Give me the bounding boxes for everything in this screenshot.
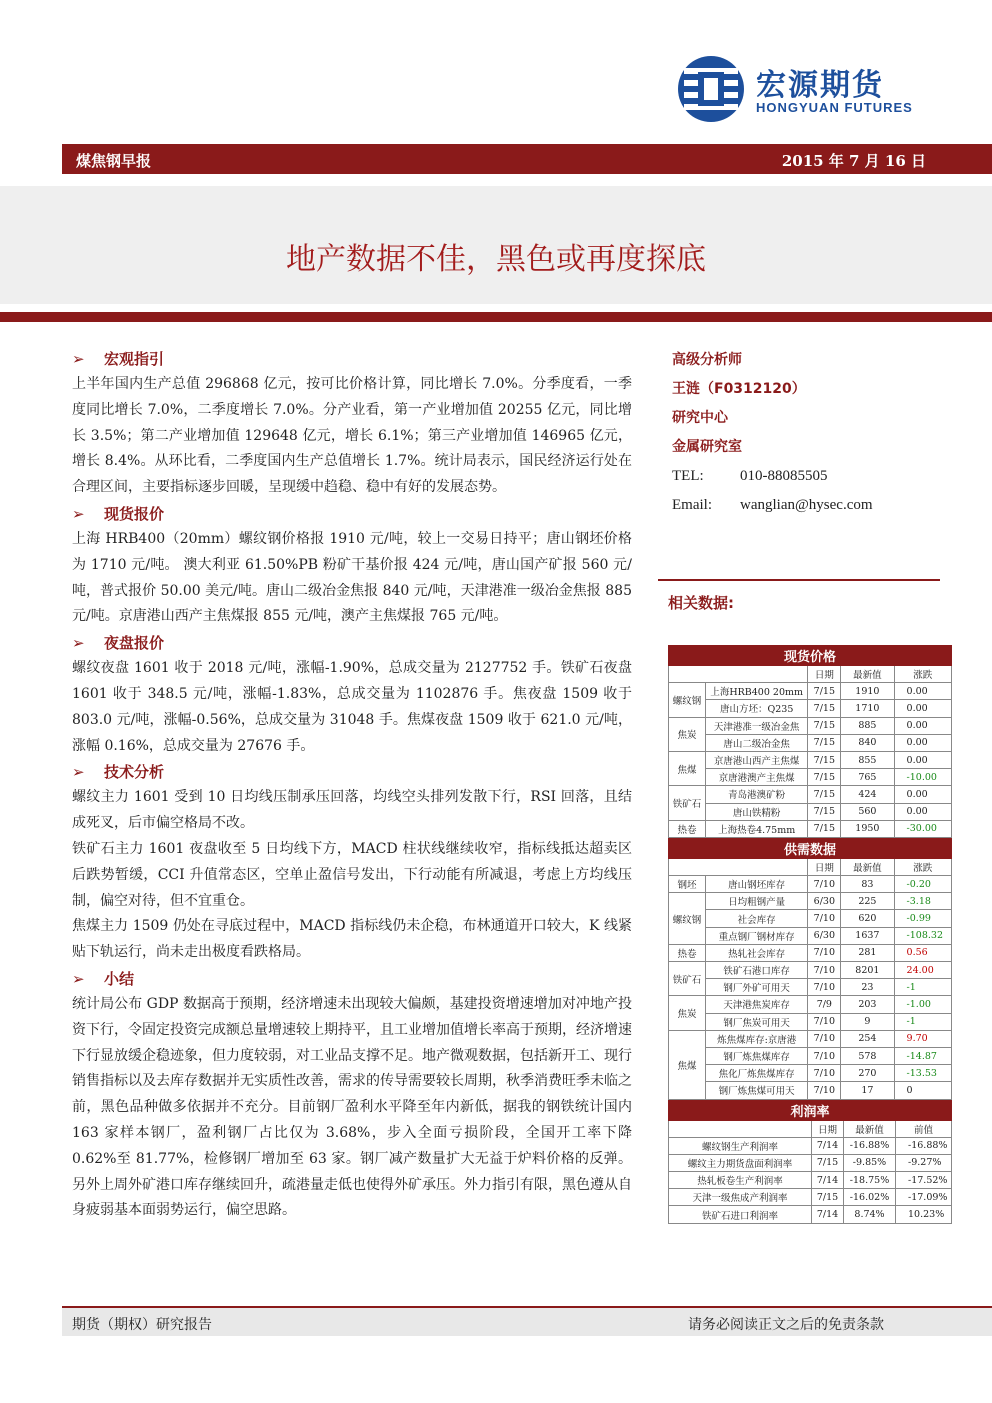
report-date: 2015 年 7 月 16 日	[781, 152, 926, 170]
table-value-cell: -9.85%	[844, 1154, 896, 1171]
table-value-cell: 0.00	[894, 786, 951, 803]
table-row	[669, 820, 952, 837]
table-name-cell: 钢厂炼焦煤可用天	[705, 1082, 808, 1099]
table-name-cell: 唐山二级冶金焦	[705, 734, 808, 751]
table-value-cell: 0.00	[894, 717, 951, 734]
table-name-cell: 京唐港澳产主焦煤	[705, 769, 808, 786]
analyst-name: 王涟（F0312120）	[672, 381, 806, 397]
table-value-cell: 1637	[841, 927, 894, 944]
table-row	[669, 769, 952, 786]
table-value-cell: 7/10	[808, 910, 841, 927]
table-value-cell: 7/15	[808, 769, 841, 786]
table-name-cell: 热轧社会库存	[705, 944, 808, 961]
table-value-cell: 6/30	[808, 893, 841, 910]
table-row	[669, 786, 952, 803]
table-value-cell: 7/15	[808, 803, 841, 820]
table-header-row	[669, 858, 952, 875]
table-header-cell: 涨跌	[894, 666, 951, 683]
table-title: 现货价格	[669, 646, 952, 666]
table-value-cell: 254	[841, 1030, 894, 1047]
table-name-cell: 钢厂焦炭可用天	[705, 1013, 808, 1030]
section-paragraph: 螺纹夜盘 1601 收于 2018 元/吨，涨幅-1.90%，总成交量为 2127752 手。铁矿石夜盘 1601 收于 348.5 元/吨，涨幅-1.83%，总成交量为 1102876 手。焦夜盘 1509 收于 803.0 元/吨，涨幅-0.56%，总成交量为 31048 手。焦煤夜盘 1509 收于 621.0 元/吨，涨幅 0.16%，总成交量为 27676 手。	[72, 660, 632, 754]
table-row	[669, 1172, 952, 1189]
report-type: 煤焦钢早报	[76, 152, 152, 170]
table-value-cell: 7/10	[808, 1047, 841, 1064]
table-category-cell: 焦煤	[669, 1030, 706, 1099]
table-value-cell: -18.75%	[844, 1172, 896, 1189]
section-heading-spot: ➢ 现货报价	[72, 501, 632, 527]
table-value-cell: -0.99	[894, 910, 951, 927]
table-value-cell: 840	[841, 734, 894, 751]
table-value-cell: 7/15	[808, 683, 841, 700]
table-value-cell: 0	[894, 1082, 951, 1099]
table-header-cell: 日期	[808, 858, 841, 875]
table-value-cell: 7/10	[808, 962, 841, 979]
table-value-cell: 6/30	[808, 927, 841, 944]
table-value-cell: -10.00	[894, 769, 951, 786]
table-name-cell: 螺纹钢生产利润率	[669, 1137, 812, 1154]
table-value-cell: -3.18	[894, 893, 951, 910]
table-value-cell: 7/14	[812, 1206, 844, 1223]
table-value-cell: 1950	[841, 820, 894, 837]
main-content	[72, 346, 632, 1224]
table-value-cell: 7/14	[812, 1172, 844, 1189]
table-name-cell: 天津一级焦成产利润率	[669, 1189, 812, 1206]
section-heading-macro: ➢ 宏观指引	[72, 346, 632, 372]
table-value-cell: 765	[841, 769, 894, 786]
table-value-cell: -0.20	[894, 876, 951, 893]
table-value-cell: -16.02%	[844, 1189, 896, 1206]
table-row	[669, 717, 952, 734]
table-name-cell: 社会库存	[705, 910, 808, 927]
table-name-cell: 铁矿石港口库存	[705, 962, 808, 979]
table-row	[669, 876, 952, 893]
table-name-cell: 唐山方坯：Q235	[705, 700, 808, 717]
table-value-cell: 7/10	[808, 1065, 841, 1082]
table-header-blank	[669, 666, 808, 683]
table-value-cell: 7/10	[808, 1030, 841, 1047]
table-category-cell: 焦煤	[669, 751, 706, 785]
table-title: 供需数据	[669, 838, 952, 858]
related-data-label: 相关数据:	[668, 594, 734, 612]
table-value-cell: 7/10	[808, 944, 841, 961]
table-value-cell: -1	[894, 1013, 951, 1030]
table-header-blank	[669, 858, 808, 875]
table-value-cell: 225	[841, 893, 894, 910]
table-value-cell: 0.56	[894, 944, 951, 961]
table-value-cell: 7/14	[812, 1137, 844, 1154]
email-link[interactable]: wanglian@hysec.com	[740, 497, 873, 513]
table-row	[669, 734, 952, 751]
table-value-cell: 0.00	[894, 751, 951, 768]
table-category-cell: 钢坯	[669, 876, 706, 893]
table-name-cell: 京唐港山西产主焦煤	[705, 751, 808, 768]
table-row	[669, 1137, 952, 1154]
table-value-cell: 7/10	[808, 876, 841, 893]
table-category-cell: 铁矿石	[669, 786, 706, 820]
table-name-cell: 天津港焦炭库存	[705, 996, 808, 1013]
table-name-cell: 钢厂炼焦煤库存	[705, 1047, 808, 1064]
arrow-icon: ➢	[72, 504, 85, 523]
table-row	[669, 962, 952, 979]
table-row	[669, 1065, 952, 1082]
table-row	[669, 700, 952, 717]
table-row	[669, 803, 952, 820]
table-row	[669, 996, 952, 1013]
logo-mark-icon	[676, 54, 746, 124]
table-value-cell: -17.52%	[896, 1172, 952, 1189]
table-value-cell: 281	[841, 944, 894, 961]
arrow-icon: ➢	[72, 763, 85, 782]
table-row	[669, 910, 952, 927]
table-header-cell: 日期	[812, 1120, 844, 1137]
table-value-cell: -9.27%	[896, 1154, 952, 1171]
table-category-cell: 热卷	[669, 820, 706, 837]
table-row	[669, 1206, 952, 1223]
table-value-cell: 7/15	[808, 820, 841, 837]
table-name-cell: 上海HRB400 20mm	[705, 683, 808, 700]
table-title: 利润率	[669, 1100, 952, 1120]
table-value-cell: 7/9	[808, 996, 841, 1013]
table-name-cell: 天津港准一级冶金焦	[705, 717, 808, 734]
table-name-cell: 钢厂外矿可用天	[705, 979, 808, 996]
analyst-tel: TEL: 010-88085505	[672, 468, 828, 484]
table-name-cell: 炼焦煤库存:京唐港	[705, 1030, 808, 1047]
table-category-cell: 焦炭	[669, 717, 706, 751]
table-name-cell: 青岛港澳矿粉	[705, 786, 808, 803]
section-heading-night: ➢ 夜盘报价	[72, 630, 632, 656]
table-category-cell: 热卷	[669, 944, 706, 961]
table-header-cell: 最新值	[841, 666, 894, 683]
report-title: 地产数据不佳，黑色或再度探底	[286, 242, 706, 277]
section-heading-technical: ➢ 技术分析	[72, 759, 632, 785]
footer-disclaimer: 请务必阅读正文之后的免责条款	[688, 1317, 884, 1333]
table-value-cell: 7/15	[808, 700, 841, 717]
table-value-cell: 885	[841, 717, 894, 734]
table-value-cell: 8201	[841, 962, 894, 979]
table-row	[669, 1030, 952, 1047]
title-divider	[0, 312, 992, 322]
data-tables	[668, 645, 952, 1224]
table-header-row	[669, 1120, 952, 1137]
table-value-cell: 7/15	[812, 1154, 844, 1171]
table-value-cell: 7/15	[808, 786, 841, 803]
logo-name-cn: 宏源期货	[756, 68, 884, 103]
table-value-cell: 10.23%	[896, 1206, 952, 1223]
analyst-role: 高级分析师	[672, 352, 742, 368]
table-row	[669, 1189, 952, 1206]
table-value-cell: 23	[841, 979, 894, 996]
table-value-cell: -14.87	[894, 1047, 951, 1064]
table-row	[669, 751, 952, 768]
table-value-cell: 24.00	[894, 962, 951, 979]
arrow-icon: ➢	[72, 634, 85, 653]
arrow-icon: ➢	[72, 969, 85, 988]
table-name-cell: 唐山钢坯库存	[705, 876, 808, 893]
footer-left: 期货（期权）研究报告	[72, 1317, 212, 1333]
table-value-cell: 7/10	[808, 1082, 841, 1099]
table-value-cell: 560	[841, 803, 894, 820]
table-header-cell: 最新值	[841, 858, 894, 875]
table-row	[669, 1082, 952, 1099]
table-value-cell: 0.00	[894, 700, 951, 717]
report-header-bar	[62, 144, 992, 174]
side-divider	[658, 579, 940, 581]
table-value-cell: 855	[841, 751, 894, 768]
table-category-cell: 铁矿石	[669, 962, 706, 996]
table-value-cell: 1910	[841, 683, 894, 700]
table-value-cell: 0.00	[894, 734, 951, 751]
section-paragraph: 上半年国内生产总值 296868 亿元，按可比价格计算，同比增长 7.0%。分季度看，一季度同比增长 7.0%，二季度增长 7.0%。分产业看，第一产业增加值 20255 亿元，同比增长 3.5%；第二产业增加值 129648 亿元，增长 6.1%；第三产业增加值 146965 亿元，增长 8.4%。从环比看，二季度国内生产总值增长 1.7%。统计局表示，国民经济运行处在合理区间，主要指标逐步回暖，呈现缓中趋稳、稳中有好的发展态势。	[72, 376, 632, 496]
data-table	[668, 1100, 952, 1224]
table-name-cell: 螺纹主力期货盘面利润率	[669, 1154, 812, 1171]
table-value-cell: 83	[841, 876, 894, 893]
table-value-cell: 7/15	[808, 751, 841, 768]
table-value-cell: -16.88%	[844, 1137, 896, 1154]
section-paragraph: 焦煤主力 1509 仍处在寻底过程中，MACD 指标线仍未企稳，布林通道开口较大，K 线紧贴下轨运行，尚未走出极度看跌格局。	[72, 918, 632, 961]
table-name-cell: 上海热卷4.75mm	[705, 820, 808, 837]
table-value-cell: 0.00	[894, 683, 951, 700]
table-row	[669, 1013, 952, 1030]
table-category-cell: 螺纹钢	[669, 893, 706, 945]
table-value-cell: 7/15	[808, 717, 841, 734]
data-table	[668, 645, 952, 838]
page-footer	[62, 1306, 992, 1336]
table-category-cell: 螺纹钢	[669, 683, 706, 717]
section-paragraph: 上海 HRB400（20mm）螺纹钢价格报 1910 元/吨，较上一交易日持平；唐山钢坯价格为 1710 元/吨。 澳大利亚 61.50%PB 粉矿干基价报 424 元/吨，唐山国产矿报 560 元/吨，普式报价 50.00 美元/吨。唐山二级冶金焦报 840 元/吨，天津港准一级冶金焦报 885 元/吨。京唐港山西产主焦煤报 855 元/吨，澳产主焦煤报 765 元/吨。	[72, 530, 632, 625]
table-row	[669, 1154, 952, 1171]
section-heading-summary: ➢ 小结	[72, 966, 632, 992]
table-name-cell: 铁矿石进口利润率	[669, 1206, 812, 1223]
table-value-cell: -16.88%	[896, 1137, 952, 1154]
table-value-cell: 620	[841, 910, 894, 927]
analyst-info	[672, 346, 952, 520]
company-logo	[676, 54, 936, 124]
table-value-cell: -108.32	[894, 927, 951, 944]
table-row	[669, 893, 952, 910]
analyst-dept1: 研究中心	[672, 410, 728, 426]
table-value-cell: 578	[841, 1047, 894, 1064]
table-header-cell: 最新值	[844, 1120, 896, 1137]
table-value-cell: 1710	[841, 700, 894, 717]
table-row	[669, 979, 952, 996]
table-name-cell: 唐山铁精粉	[705, 803, 808, 820]
table-header-cell: 日期	[808, 666, 841, 683]
data-table	[668, 838, 952, 1100]
table-value-cell: 7/15	[812, 1189, 844, 1206]
table-name-cell: 焦化厂炼焦煤库存	[705, 1065, 808, 1082]
table-value-cell: -17.09%	[896, 1189, 952, 1206]
table-header-row	[669, 666, 952, 683]
logo-name-en: HONGYUAN FUTURES	[756, 100, 913, 115]
table-value-cell: 9.70	[894, 1030, 951, 1047]
analyst-email: Email: wanglian@hysec.com	[672, 497, 873, 513]
section-paragraph: 螺纹主力 1601 受到 10 日均线压制承压回落，均线空头排列发散下行，RSI 回落，且结成死叉，后市偏空格局不改。	[72, 789, 632, 832]
table-row	[669, 1047, 952, 1064]
table-value-cell: 17	[841, 1082, 894, 1099]
table-header-cell: 前值	[896, 1120, 952, 1137]
table-value-cell: 203	[841, 996, 894, 1013]
table-name-cell: 日均粗钢产量	[705, 893, 808, 910]
table-value-cell: -1	[894, 979, 951, 996]
table-value-cell: 0.00	[894, 803, 951, 820]
table-row	[669, 683, 952, 700]
analyst-dept2: 金属研究室	[672, 439, 742, 455]
section-paragraph: 铁矿石主力 1601 夜盘收至 5 日均线下方，MACD 柱状线继续收窄，指标线抵达超卖区后跌势暂缓，CCI 升值常态区，空单止盈信号发出，下行动能有所减退，考虑上方均线压制，偏空对待，但不宜重仓。	[72, 840, 632, 909]
table-value-cell: 424	[841, 786, 894, 803]
table-value-cell: -13.53	[894, 1065, 951, 1082]
table-header-cell: 涨跌	[894, 858, 951, 875]
table-row	[669, 927, 952, 944]
table-name-cell: 重点钢厂钢材库存	[705, 927, 808, 944]
table-header-blank	[669, 1120, 812, 1137]
table-value-cell: -1.00	[894, 996, 951, 1013]
section-paragraph: 统计局公布 GDP 数据高于预期，经济增速未出现较大偏颇，基建投资增速增加对冲地产投资下行，令固定投资完成额总量增速较上期持平，且工业增加值增长率高于预期，经济增速下行显放缓企稳迹象，但力度较弱，对工业品支撑不足。地产微观数据，包括新开工、现行销售指标以及去库存数据并无实质性改善，需求的传导需要较长周期，秋季消费旺季未临之前，黑色品种做多依据并不充分。目前钢厂盈利水平降至年内新低，据我的钢铁统计国内 163 家样本钢厂，盈利钢厂占比仅为 3.68%，步入全面亏损阶段，全国开工率下降 0.62%至 81.77%，检修钢厂增加至 63 家。钢厂减产数量扩大无益于炉料价格的反弹。另外上周外矿港口库存继续回升，疏港量走低也使得外矿承压。外力指引有限，黑色遵从自身疲弱基本面弱势运行，偏空思路。	[72, 995, 632, 1219]
table-value-cell: -30.00	[894, 820, 951, 837]
table-value-cell: 7/15	[808, 734, 841, 751]
table-value-cell: 9	[841, 1013, 894, 1030]
table-name-cell: 热轧板卷生产利润率	[669, 1172, 812, 1189]
table-row	[669, 944, 952, 961]
table-value-cell: 8.74%	[844, 1206, 896, 1223]
table-value-cell: 7/10	[808, 979, 841, 996]
table-value-cell: 7/10	[808, 1013, 841, 1030]
arrow-icon: ➢	[72, 350, 85, 368]
table-value-cell: 270	[841, 1065, 894, 1082]
table-category-cell: 焦炭	[669, 996, 706, 1030]
